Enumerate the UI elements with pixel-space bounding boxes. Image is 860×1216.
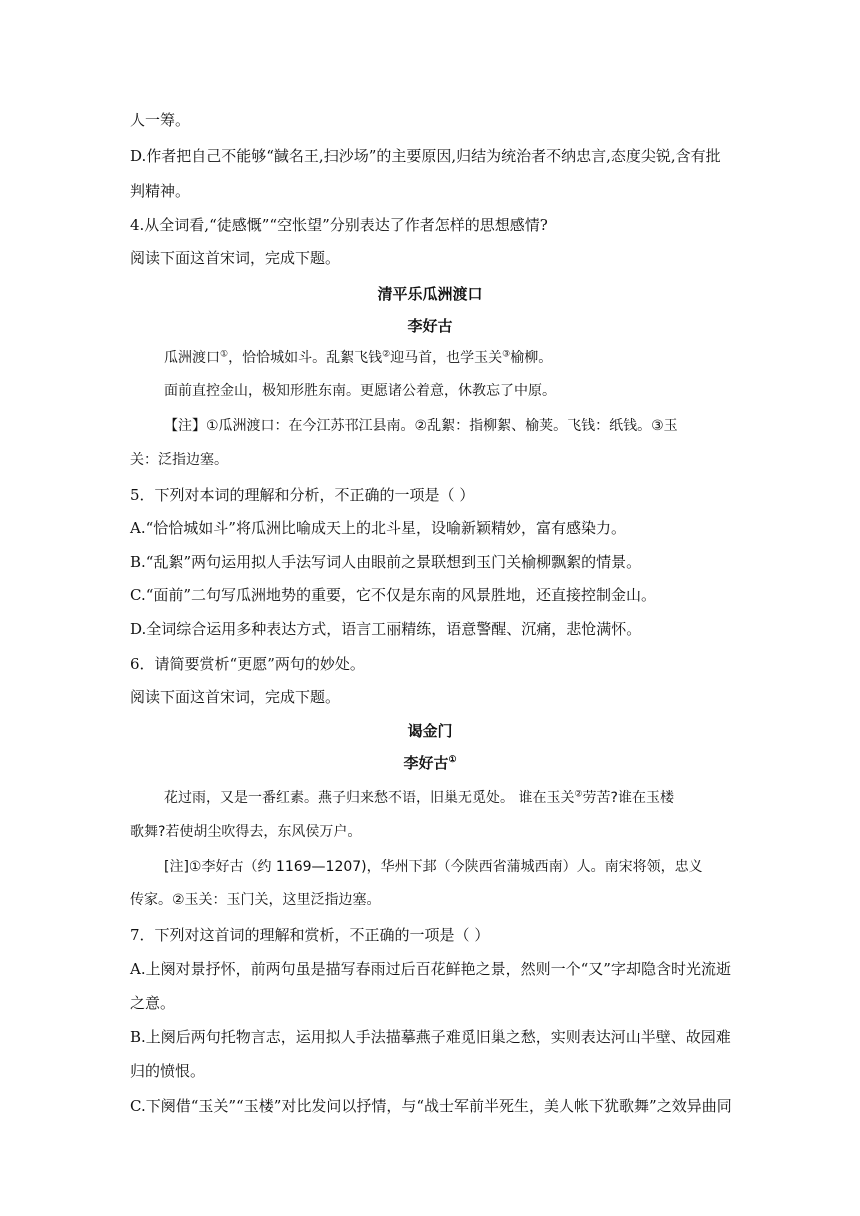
poem-line (164, 788, 764, 808)
question-4: 4.从全词看,“徒感慨”“空怅望”分别表达了作者怎样的思想感情? (130, 216, 548, 234)
poem-text: 榆柳。 (510, 350, 553, 366)
poem-title: 清平乐瓜洲渡口 (377, 285, 483, 303)
text-line: 判精神。 (130, 182, 191, 200)
question-5: 5．下列对本词的理解和分析，不正确的一项是（ ） (130, 486, 475, 504)
poem-line: 面前直控金山，极知形胜东南。更愿诸公着意，休教忘了中原。 (164, 383, 556, 399)
option-b-cont: 归的愤恨。 (130, 1062, 206, 1080)
note-line: 关：泛指边塞。 (130, 452, 228, 468)
option-b: B.“乱絮”两句运用拟人手法写词人由眼前之景联想到玉门关榆柳飘絮的情景。 (130, 553, 642, 571)
note-line: [注]①李好古（约 1169—1207)，华州下邽（今陕西省蒲城西南）人。南宋将领，忠义 (164, 859, 703, 875)
note-line: 【注】①瓜洲渡口：在今江苏邗江县南。②乱絮：指柳絮、榆荚。飞钱：纸钱。③玉 (164, 418, 678, 434)
footnote-mark: ① (220, 349, 229, 360)
option-b: B.上阕后两句托物言志，运用拟人手法描摹燕子难觅旧巢之愁，实则表达河山半壁、故园难 (130, 1028, 731, 1046)
footnote-mark: ③ (502, 349, 511, 360)
question-7: 7．下列对这首词的理解和赏析，不正确的一项是（ ） (130, 926, 490, 944)
poem-text: ，恰恰城如斗。乱絮飞钱 (228, 350, 383, 366)
poem-text: 劳苦?谁在玉楼 (582, 790, 674, 806)
option-d: D.全词综合运用多种表达方式，语言工丽精练，语意警醒、沉痛，悲怆满怀。 (130, 620, 642, 638)
footnote-mark: ① (448, 755, 457, 765)
poem-text: 花过雨，又是一番红素。燕子归来愁不语，旧巢无觅处。 谁在玉关 (164, 790, 575, 806)
footnote-mark: ② (574, 789, 583, 800)
option-a: A.“恰恰城如斗”将瓜洲比喻成天上的北斗星，设喻新颖精妙，富有感染力。 (130, 519, 626, 537)
poem-text: 迎马首，也学玉关 (390, 350, 503, 366)
text-line: 人一筹。 (130, 111, 191, 129)
reading-instruction: 阅读下面这首宋词，完成下题。 (130, 249, 341, 267)
poem-title: 谒金门 (407, 722, 453, 740)
poem-author: 李好古 (407, 317, 453, 335)
poem-line: 歌舞?若使胡尘吹得去，东风侯万户。 (130, 824, 362, 840)
footnote-mark: ② (382, 349, 391, 360)
option-d-line: D.作者把自己不能够“馘名王,扫沙场”的主要原因,归结为统治者不纳忠言,态度尖锐,含有批 (130, 147, 721, 165)
poem-text: 瓜洲渡口 (164, 350, 220, 366)
poem-line (164, 348, 764, 368)
option-a-cont: 之意。 (130, 994, 176, 1012)
note-line: 传家。②玉关：玉门关，这里泛指边塞。 (130, 892, 381, 908)
option-c: C.“面前”二句写瓜洲地势的重要，它不仅是东南的风景胜地，还直接控制金山。 (130, 586, 657, 604)
poem-author (130, 753, 730, 773)
option-c: C.下阕借“玉关”“玉楼”对比发问以抒情，与“战士军前半死生，美人帐下犹歌舞”之效异曲同 (130, 1097, 732, 1115)
question-6: 6．请简要赏析“更愿”两句的妙处。 (130, 655, 365, 673)
option-a: A.上阕对景抒怀，前两句虽是描写春雨过后百花鲜艳之景，然则一个“又”字却隐含时光流逝 (130, 960, 731, 978)
author-name: 李好古 (403, 754, 449, 772)
reading-instruction: 阅读下面这首宋词，完成下题。 (130, 688, 341, 706)
